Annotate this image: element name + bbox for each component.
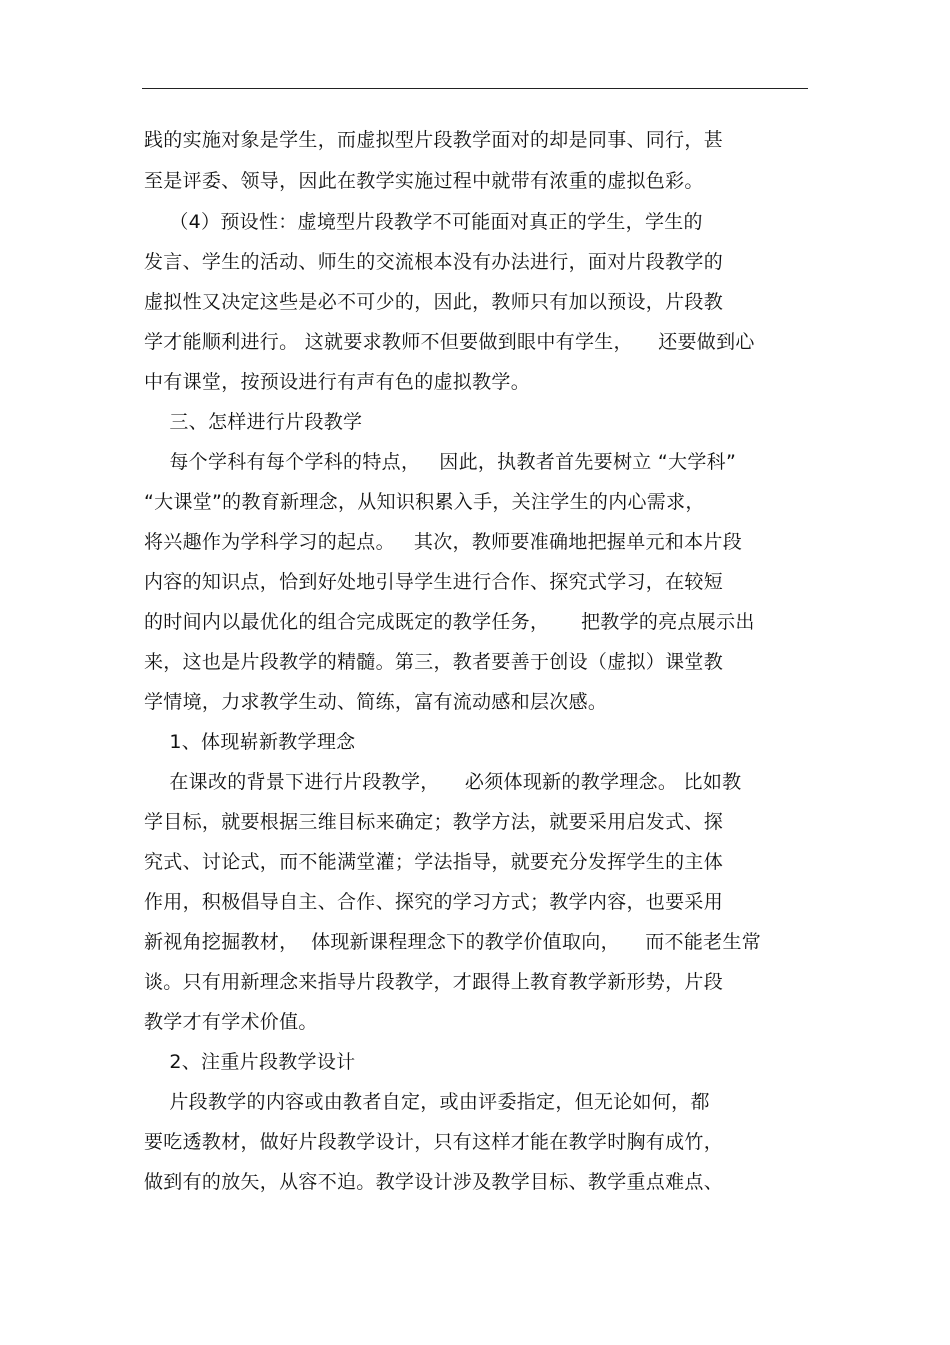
text-line: 中有课堂，按预设进行有声有色的虚拟教学。 [144, 371, 531, 393]
text-line: 学才能顺利进行。 这就要求教师不但要做到眼中有学生， 还要做到心 [144, 331, 755, 353]
text-line: 在课改的背景下进行片段教学， 必须体现新的教学理念。 比如教 [144, 771, 742, 793]
text-line: 谈。只有用新理念来指导片段教学，才跟得上教育教学新形势，片段 [144, 971, 724, 993]
text-line: 发言、学生的活动、师生的交流根本没有办法进行，面对片段教学的 [144, 251, 724, 273]
subsection-heading: 1、体现崭新教学理念 [144, 731, 356, 753]
text-line: 新视角挖掘教材， 体现新课程理念下的教学价值取向， 而不能老生常 [144, 931, 762, 953]
text-line: 教学才有学术价值。 [144, 1011, 318, 1033]
section-heading: 三、怎样进行片段教学 [144, 411, 363, 433]
text-line: 至是评委、领导，因此在教学实施过程中就带有浓重的虚拟色彩。 [144, 170, 704, 192]
text-line: 做到有的放矢，从容不迫。教学设计涉及教学目标、教学重点难点、 [144, 1171, 724, 1193]
text-line: 作用，积极倡导自主、合作、探究的学习方式；教学内容，也要采用 [144, 891, 724, 913]
text-line: 虚拟性又决定这些是必不可少的，因此，教师只有加以预设，片段教 [144, 291, 724, 313]
text-line: 学目标，就要根据三维目标来确定；教学方法，就要采用启发式、探 [144, 811, 724, 833]
text-line: 片段教学的内容或由教者自定，或由评委指定，但无论如何，都 [144, 1091, 710, 1113]
text-line: 将兴趣作为学科学习的起点。 其次，教师要准确地把握单元和本片段 [144, 531, 743, 553]
text-line: 学情境，力求教学生动、简练，富有流动感和层次感。 [144, 691, 608, 713]
header-rule [142, 88, 808, 89]
subsection-heading: 2、注重片段教学设计 [144, 1051, 356, 1073]
text-line: 践的实施对象是学生，而虚拟型片段教学面对的却是同事、同行，甚 [144, 129, 724, 151]
text-line: （4）预设性：虚境型片段教学不可能面对真正的学生，学生的 [144, 211, 703, 233]
text-line: 要吃透教材，做好片段教学设计，只有这样才能在教学时胸有成竹， [144, 1131, 724, 1153]
text-line: “大课堂”的教育新理念，从知识积累入手，关注学生的内心需求， [144, 491, 705, 513]
text-line: 来，这也是片段教学的精髓。第三，教者要善于创设（虚拟）课堂教 [144, 651, 724, 673]
text-line: 究式、讨论式，而不能满堂灌；学法指导，就要充分发挥学生的主体 [144, 851, 724, 873]
text-line: 的时间内以最优化的组合完成既定的教学任务， 把教学的亮点展示出 [144, 611, 755, 633]
text-line: 内容的知识点，恰到好处地引导学生进行合作、探究式学习，在较短 [144, 571, 724, 593]
text-line: 每个学科有每个学科的特点， 因此，执教者首先要树立 “大学科” [144, 451, 737, 473]
